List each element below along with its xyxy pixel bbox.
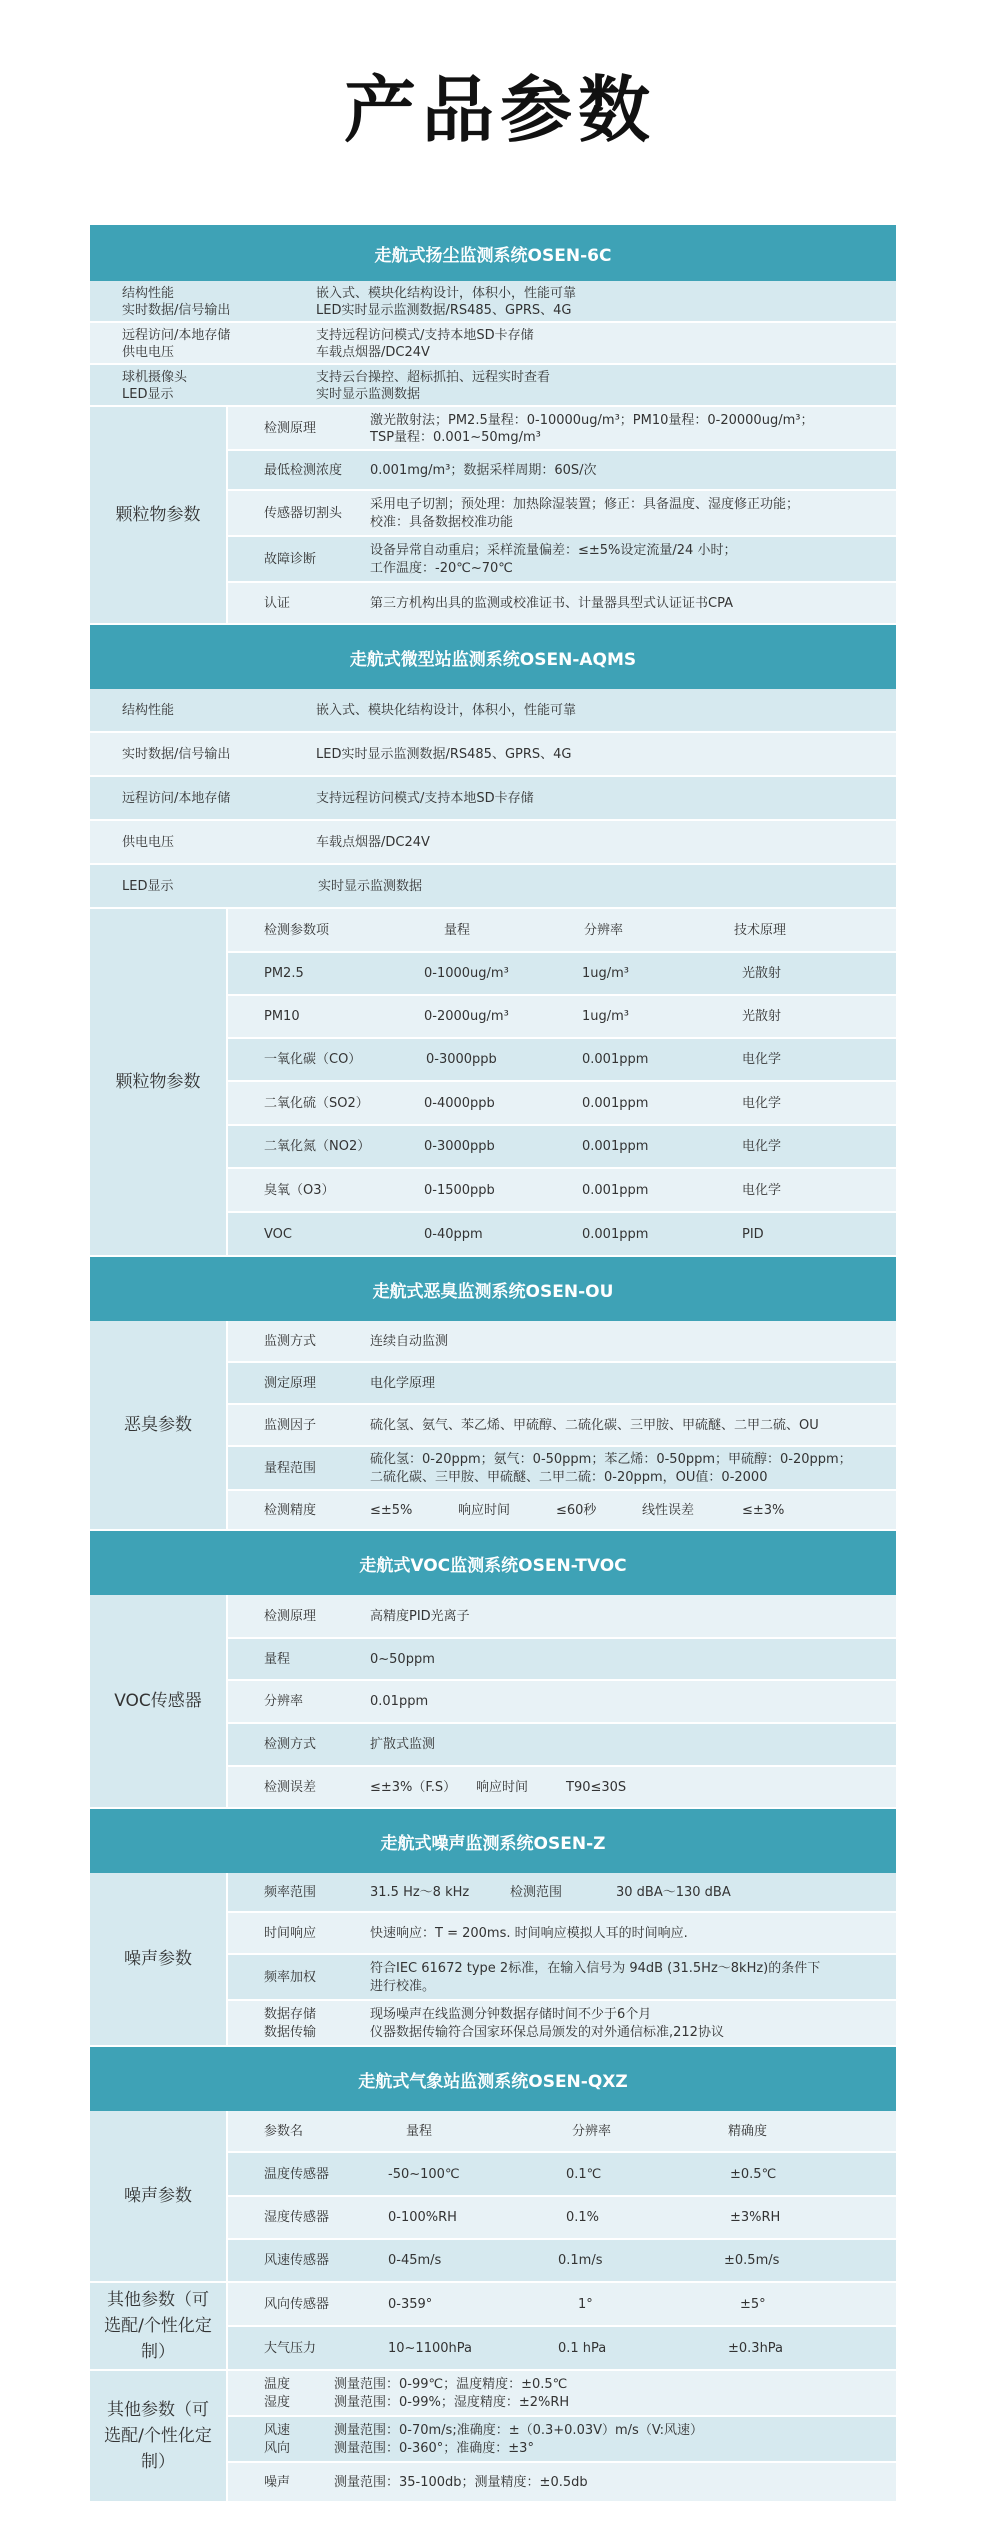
spec-key: 传感器切割头 [264,506,343,521]
spec-subrow [226,1595,896,1639]
spec-value: 支持云台操控、超标抓拍、远程实时查看 [316,370,551,385]
spec-row [90,777,896,821]
category-label: 其他参数（可选配/个性化定制） [90,2371,226,2503]
category-label: 其他参数（可选配/个性化定制） [90,2283,226,2371]
spec-subrow [226,1447,896,1491]
spec-row [90,281,896,323]
table-row [226,2283,896,2327]
table-cell: 1° [578,2296,593,2312]
spec-key: 数据存储 [264,2007,317,2022]
spec-value: 扩散式监测 [370,1737,436,1752]
spec-key: 风速 [264,2423,291,2438]
section-header: 走航式VOC监测系统OSEN-TVOC [90,1531,896,1595]
spec-key: 故障诊断 [264,552,317,567]
category-label: 噪声参数 [90,1873,226,2047]
spec-value: 现场噪声在线监测分钟数据存储时间不少于6个月 [370,2007,652,2022]
section-osen-qxz [90,2047,896,2503]
table-cell: ±0.5m/s [724,2253,780,2268]
spec-value: 测量范围：0-360°；准确度：±3° [334,2441,534,2456]
table-cell: 二氧化硫（SO2） [264,1095,369,1111]
spec-value: 进行校准。 [370,1979,436,1994]
spec-value: 工作温度：-20℃~70℃ [370,561,513,576]
table-row [226,1169,896,1213]
spec-subrow [226,1681,896,1724]
column-header: 精确度 [728,2123,768,2139]
spec-key: 认证 [264,596,291,611]
spec-value: 测量范围：0-70m/s;准确度：±（0.3+0.03V）m/s（V:风速） [334,2423,704,2438]
spec-subrow [226,583,896,625]
spec-subrow [226,1491,896,1531]
table-cell: ±5° [740,2296,766,2312]
table-row [226,2240,896,2283]
page-title: 产品参数 [343,68,656,152]
table-cell: 0.1 hPa [558,2340,607,2356]
table-cell: 0.1℃ [566,2166,602,2182]
spec-value: 支持远程访问模式/支持本地SD卡存储 [316,328,534,343]
table-cell: 电化学 [742,1139,782,1154]
spec-key: 湿度 [264,2395,291,2410]
table-cell: PM10 [264,1009,300,1024]
spec-subrow [226,1955,896,2001]
spec-value: 高精度PID光离子 [370,1608,470,1624]
spec-key: 响应时间 [458,1502,511,1518]
spec-value: 仪器数据传输符合国家环保总局颁发的对外通信标准,212协议 [370,2025,724,2040]
table-cell: 0.1m/s [558,2253,603,2268]
table-cell: 二氧化氮（NO2） [264,1139,371,1154]
category-label: 颗粒物参数 [90,407,226,625]
spec-value: 电化学原理 [370,1375,436,1391]
spec-subrow [226,2417,896,2463]
spec-label: 球机摄像头 [122,370,188,385]
table-cell: PID [742,1226,764,1242]
table-cell: 大气压力 [264,2340,317,2356]
spec-value: 符合IEC 61672 type 2标准，在输入信号为 94dB (31.5Hz～8kHz)的条件下 [370,1961,821,1976]
spec-key: 温度 [264,2377,291,2392]
table-header-row [226,2111,896,2153]
table-cell: ±0.5℃ [730,2166,777,2182]
table-row [226,996,896,1039]
spec-subrow [226,1639,896,1681]
spec-key: 数据传输 [264,2025,317,2040]
spec-value: 实时显示监测数据 [316,387,421,402]
spec-value: TSP量程：0.001~50mg/m³ [370,430,541,445]
table-cell: 0-4000ppb [424,1095,495,1111]
spec-key: 检测范围 [510,1884,563,1900]
column-header: 检测参数项 [264,922,330,938]
spec-key: 检测原理 [264,421,317,436]
table-cell: PM2.5 [264,966,304,981]
spec-key: 噪声 [264,2474,291,2490]
table-cell: 风速传感器 [264,2253,330,2268]
table-cell: 0-2000ug/m³ [424,1009,509,1024]
table-cell: 0-3000ppb [424,1139,495,1154]
spec-subrow [226,451,896,491]
spec-key: 量程 [264,1651,291,1667]
spec-subrow [226,537,896,583]
spec-value: ≤±3%（F.S） [370,1779,457,1795]
section-header: 走航式扬尘监测系统OSEN-6C [90,225,896,281]
spec-row [90,821,896,865]
spec-label: 实时数据/信号输出 [122,746,231,762]
column-header: 量程 [406,2123,433,2139]
spec-value: 第三方机构出具的监测或校准证书、计量器具型式认证证书CPA [370,596,733,611]
spec-subrow [226,1873,896,1913]
table-cell: 温度传感器 [264,2166,330,2182]
table-cell: 0-40ppm [424,1226,483,1242]
table-cell: ±0.3hPa [728,2340,784,2356]
table-cell: 电化学 [742,1095,782,1111]
column-header: 参数名 [264,2123,304,2139]
table-row [226,1126,896,1169]
spec-value: LED实时显示监测数据/RS485、GPRS、4G [316,746,572,762]
section-header: 走航式噪声监测系统OSEN-Z [90,1809,896,1873]
spec-value: 硫化氢、氨气、苯乙烯、甲硫醇、二硫化碳、三甲胺、甲硫醚、二甲二硫、OU [370,1417,819,1433]
table-cell: 0-359° [388,2296,433,2312]
spec-value: 测量范围：0-99℃；温度精度：±0.5℃ [334,2377,568,2392]
spec-row [90,733,896,777]
spec-key: 检测误差 [264,1779,317,1795]
spec-subrow [226,1321,896,1363]
table-row [226,2197,896,2240]
spec-value: 实时显示监测数据 [318,878,423,894]
table-row [226,2153,896,2197]
spec-row [90,689,896,733]
table-cell: 0.001ppm [582,1052,649,1067]
spec-value: 0.01ppm [370,1694,429,1709]
spec-value: 支持远程访问模式/支持本地SD卡存储 [316,790,534,806]
table-cell: 风向传感器 [264,2296,330,2312]
spec-value: 设备异常自动重启；采样流量偏差：≤±5%设定流量/24 小时； [370,543,737,558]
table-cell: 1ug/m³ [582,966,630,981]
spec-key: 最低检测浓度 [264,463,343,478]
table-cell: 一氧化碳（CO） [264,1052,362,1067]
table-cell: 0.001ppm [582,1095,649,1111]
spec-value: LED实时显示监测数据/RS485、GPRS、4G [316,303,572,318]
spec-label: LED显示 [122,878,174,894]
section-osen-z [90,1809,896,2047]
spec-label: 供电电压 [122,834,175,850]
spec-value: 车载点烟器/DC24V [316,345,430,360]
spec-subrow [226,2371,896,2417]
table-cell: 光散射 [742,966,782,981]
spec-value: 测量范围：0-99%；湿度精度：±2%RH [334,2395,570,2410]
spec-subrow [226,1405,896,1447]
spec-value: 二硫化碳、三甲胺、甲硫醚、二甲二硫：0-20ppm，OU值：0-2000 [370,1470,768,1485]
spec-key: 响应时间 [476,1779,529,1795]
table-cell: 0-45m/s [388,2253,442,2268]
spec-key: 风向 [264,2441,291,2456]
category-label: 恶臭参数 [90,1321,226,1531]
section-osen-tvoc [90,1531,896,1809]
table-cell: 光散射 [742,1009,782,1024]
table-row [226,2327,896,2371]
spec-subrow [226,1913,896,1955]
spec-label: LED显示 [122,387,174,402]
spec-value: 30 dBA～130 dBA [616,1884,731,1900]
spec-subrow [226,1363,896,1405]
spec-key: 线性误差 [642,1502,695,1518]
spec-value: 0.001mg/m³；数据采样周期：60S/次 [370,463,597,478]
column-header: 分辨率 [584,922,624,938]
spec-key: 检测方式 [264,1737,317,1752]
table-cell: 0-1500ppb [424,1182,495,1198]
table-cell: VOC [264,1226,292,1242]
spec-value: 0~50ppm [370,1651,435,1667]
spec-row [90,323,896,365]
spec-value: 嵌入式、模块化结构设计，体积小，性能可靠 [316,702,577,718]
spec-row [90,865,896,909]
column-header: 量程 [444,922,471,938]
section-header: 走航式气象站监测系统OSEN-QXZ [90,2047,896,2111]
table-cell: 0.001ppm [582,1226,649,1242]
section-osen-6c [90,225,896,625]
spec-value: 测量范围：35-100db；测量精度：±0.5db [334,2474,588,2490]
section-header: 走航式恶臭监测系统OSEN-OU [90,1257,896,1321]
table-cell: 湿度传感器 [264,2210,330,2225]
table-header-row [226,909,896,953]
table-row [226,1213,896,1257]
section-osen-ou [90,1257,896,1531]
column-header: 技术原理 [734,922,787,938]
spec-key: 监测方式 [264,1333,317,1349]
table-row [226,1039,896,1082]
table-cell: 10~1100hPa [388,2340,472,2356]
spec-value: 采用电子切割；预处理：加热除湿装置；修正：具备温度、湿度修正功能； [370,497,800,512]
table-cell: 电化学 [742,1182,782,1198]
spec-value: 31.5 Hz～8 kHz [370,1884,470,1900]
spec-label: 实时数据/信号输出 [122,303,231,318]
table-cell: 0.001ppm [582,1139,649,1154]
spec-key: 检测原理 [264,1608,317,1624]
spec-key: 测定原理 [264,1375,317,1391]
spec-value: ≤60秒 [556,1502,597,1518]
spec-label: 远程访问/本地存储 [122,790,231,806]
spec-label: 结构性能 [122,286,175,301]
spec-label: 远程访问/本地存储 [122,328,231,343]
spec-value: 连续自动监测 [370,1333,449,1349]
spec-key: 量程范围 [264,1461,317,1476]
section-osen-aqms [90,625,896,1257]
table-cell: 0-3000ppb [426,1052,497,1067]
spec-label: 供电电压 [122,345,175,360]
table-cell: 电化学 [742,1052,782,1067]
table-cell: 0-1000ug/m³ [424,966,509,981]
spec-subrow [226,2463,896,2503]
category-label: 噪声参数 [90,2111,226,2283]
table-cell: 0-100%RH [388,2210,457,2225]
category-label: VOC传感器 [90,1595,226,1809]
table-cell: 0.1% [566,2210,600,2225]
table-row [226,1082,896,1126]
spec-key: 监测因子 [264,1417,317,1433]
spec-label: 结构性能 [122,702,175,718]
spec-value: 快速响应：T = 200ms. 时间响应模拟人耳的时间响应. [370,1925,688,1941]
category-label: 颗粒物参数 [90,909,226,1257]
column-header: 分辨率 [572,2123,612,2139]
section-header: 走航式微型站监测系统OSEN-AQMS [90,625,896,689]
spec-value: 激光散射法；PM2.5量程：0-10000ug/m³；PM10量程：0-20000ug/m³； [370,413,814,428]
spec-value: ≤±3% [742,1502,785,1518]
table-cell: ±3%RH [730,2210,781,2225]
spec-key: 时间响应 [264,1925,317,1941]
spec-key: 检测精度 [264,1502,317,1518]
table-cell: 1ug/m³ [582,1009,630,1024]
spec-value: ≤±5% [370,1502,413,1518]
spec-row [90,365,896,407]
spec-subrow [226,491,896,537]
table-cell: 臭氧（O3） [264,1182,335,1198]
spec-value: 嵌入式、模块化结构设计，体积小，性能可靠 [316,286,577,301]
spec-value: T90≤30S [566,1779,627,1795]
spec-key: 频率范围 [264,1884,317,1900]
spec-value: 硫化氢：0-20ppm；氨气：0-50ppm；苯乙烯：0-50ppm；甲硫醇：0-20ppm； [370,1452,852,1467]
spec-value: 车载点烟器/DC24V [316,834,430,850]
table-cell: 0.001ppm [582,1182,649,1198]
spec-subrow [226,1724,896,1767]
spec-key: 分辨率 [264,1694,304,1709]
spec-subrow [226,2001,896,2047]
table-cell: -50~100℃ [388,2166,460,2182]
spec-subrow [226,1767,896,1809]
spec-subrow [226,407,896,451]
table-row [226,953,896,996]
spec-key: 频率加权 [264,1970,317,1985]
spec-value: 校准：具备数据校准功能 [370,515,514,530]
